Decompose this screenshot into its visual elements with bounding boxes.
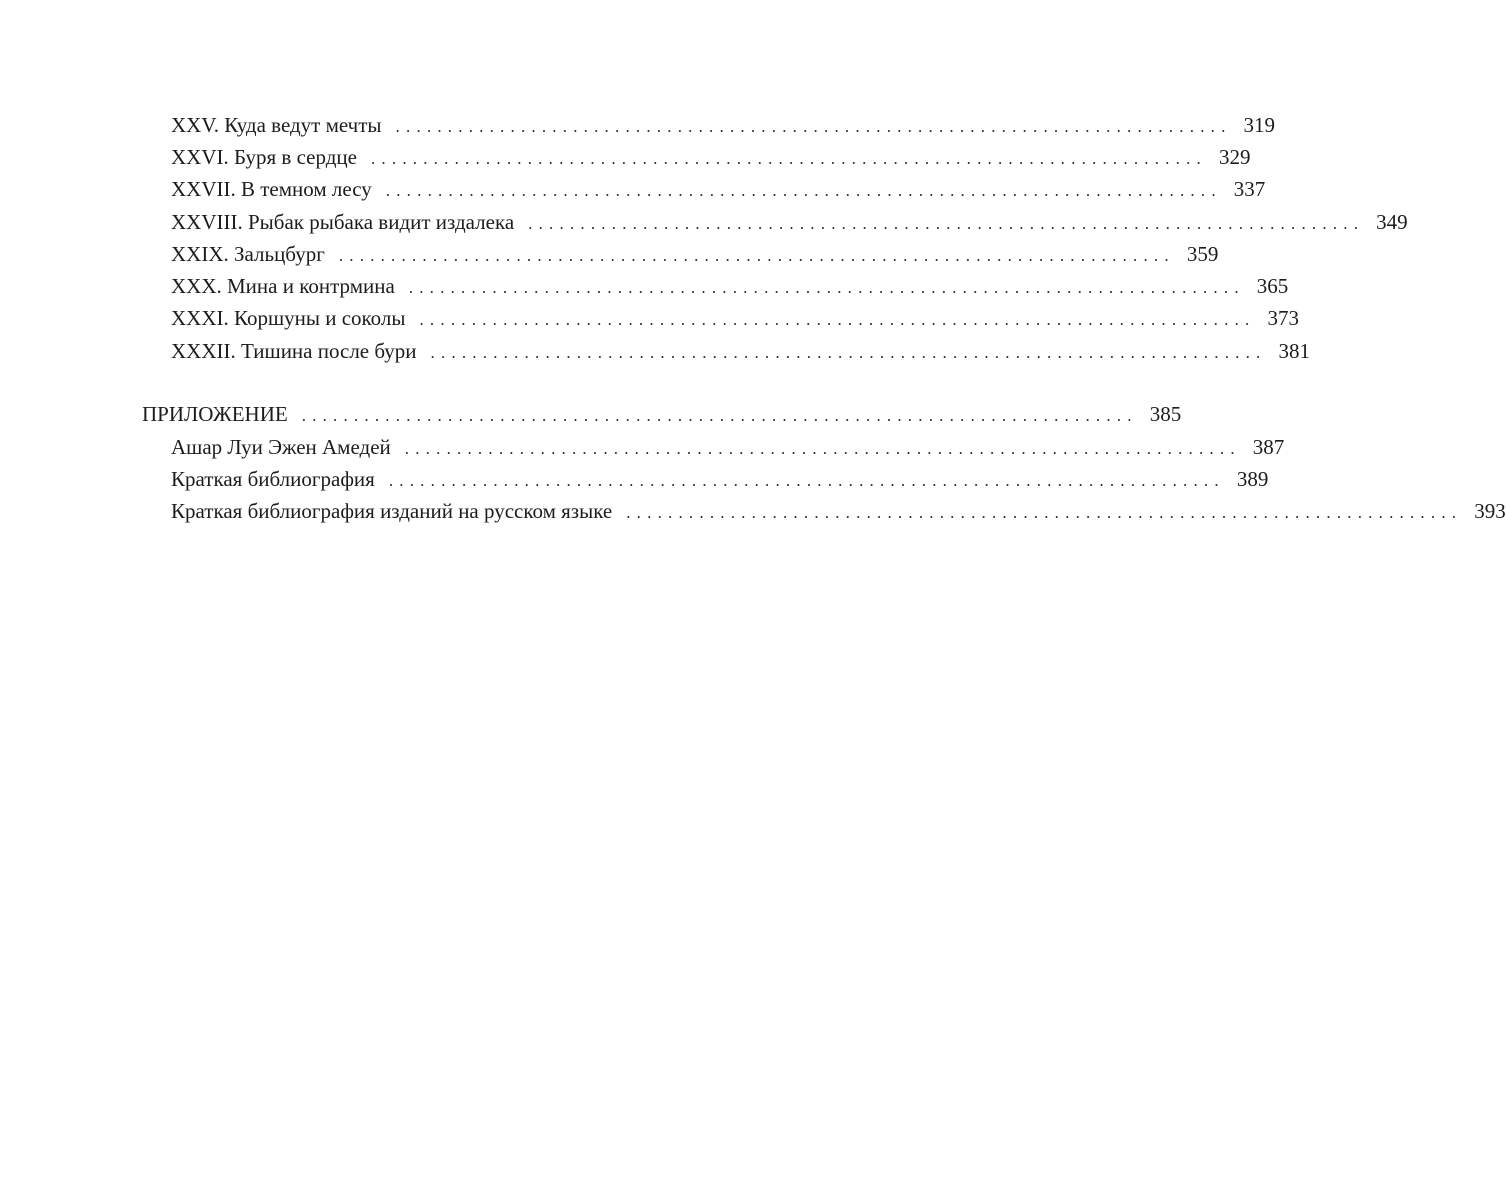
dot-leader: ................................................................................ xyxy=(404,439,1241,458)
toc-entry-page: 385 xyxy=(1149,402,1182,426)
toc-entry-title: XXXII. Тишина после бури xyxy=(171,339,417,363)
dot-leader: ................................................................................ xyxy=(408,278,1245,297)
toc-entry-chapter-27 xyxy=(171,174,1266,204)
dot-leader: ................................................................................ xyxy=(370,149,1207,168)
toc-entry-title: XXVII. В темном лесу xyxy=(171,177,372,201)
toc-entry-appendix xyxy=(142,399,1182,429)
toc-entry-chapter-28 xyxy=(171,207,1408,237)
dot-leader: ................................................................................ xyxy=(395,117,1232,136)
toc-entry-title: XXX. Мина и контрмина xyxy=(171,274,395,298)
toc-entry-appendix-item xyxy=(171,464,1269,494)
toc-entry-chapter-29 xyxy=(171,239,1219,269)
dot-leader: ................................................................................ xyxy=(528,214,1365,233)
toc-entry-page: 319 xyxy=(1243,113,1276,137)
toc-entry-title: XXXI. Коршуны и соколы xyxy=(171,306,406,330)
toc-entry-page: 337 xyxy=(1233,177,1266,201)
toc-entry-chapter-32 xyxy=(171,336,1310,366)
dot-leader: ................................................................................ xyxy=(388,471,1225,490)
toc-entry-chapter-31 xyxy=(171,303,1299,333)
toc-entry-page: 359 xyxy=(1186,242,1219,266)
toc-entry-title: XXIX. Зальцбург xyxy=(171,242,325,266)
dot-leader: ................................................................................ xyxy=(430,343,1267,362)
toc-entry-title: Ашар Луи Эжен Амедей xyxy=(171,435,391,459)
dot-leader: ................................................................................ xyxy=(301,406,1138,425)
toc-entry-title: Краткая библиография изданий на русском языке xyxy=(171,499,613,523)
toc-entry-page: 381 xyxy=(1278,339,1310,363)
toc-entry-chapter-30 xyxy=(171,271,1289,301)
toc-entry-appendix-item xyxy=(171,496,1506,526)
dot-leader: ................................................................................ xyxy=(338,246,1175,265)
toc-entry-page: 389 xyxy=(1236,467,1269,491)
toc-entry-appendix-item xyxy=(171,432,1285,462)
toc-entry-page: 365 xyxy=(1256,274,1289,298)
toc-entry-title: XXVIII. Рыбак рыбака видит издалека xyxy=(171,210,515,234)
toc-entry-chapter-25 xyxy=(171,110,1276,140)
toc-entry-title: XXVI. Буря в сердце xyxy=(171,145,357,169)
toc-entry-page: 373 xyxy=(1267,306,1299,330)
toc-entry-page: 329 xyxy=(1218,145,1251,169)
dot-leader: ................................................................................ xyxy=(385,181,1222,200)
toc-entry-page: 387 xyxy=(1252,435,1285,459)
dot-leader: ................................................................................ xyxy=(419,310,1256,329)
dot-leader: ................................................................................ xyxy=(626,503,1463,522)
toc-entry-title: ПРИЛОЖЕНИЕ xyxy=(142,402,288,426)
toc-entry-title: Краткая библиография xyxy=(171,467,375,491)
toc-entry-page: 349 xyxy=(1376,210,1408,234)
toc-entry-title: XXV. Куда ведут мечты xyxy=(171,113,382,137)
toc-entry-page: 393 xyxy=(1474,499,1506,523)
toc-entry-chapter-26 xyxy=(171,142,1251,172)
